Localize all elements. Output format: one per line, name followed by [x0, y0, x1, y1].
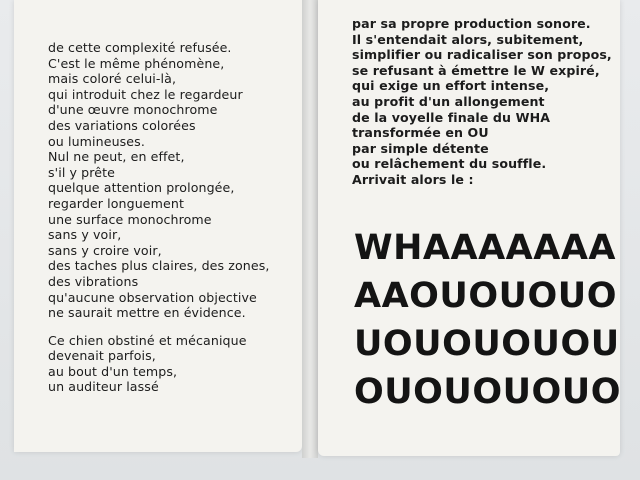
right-page-text: [352, 16, 612, 188]
big-text-line: OUOUOUOUO: [354, 372, 621, 412]
left-page-text: [48, 40, 270, 395]
text-line: au profit d'un allongement: [352, 93, 545, 109]
text-line: sans y voir,: [48, 227, 122, 243]
text-line: par simple détente: [352, 140, 489, 156]
text-line: Ce chien obstiné et mécanique: [48, 332, 247, 348]
text-line: devenait parfois,: [48, 348, 156, 364]
big-text-line: AAOUOUOUO: [354, 276, 617, 316]
text-line: des taches plus claires, des zones,: [48, 258, 270, 274]
text-line: une surface monochrome: [48, 211, 212, 227]
text-line: de la voyelle finale du WHA: [352, 109, 551, 125]
text-line: Arrivait alors le :: [352, 171, 474, 187]
paragraph-gap: [48, 321, 270, 333]
text-line: des variations colorées: [48, 117, 196, 133]
big-text-line: WHAAAAAAA: [354, 228, 617, 268]
text-line: simplifier ou radicaliser son propos,: [352, 47, 612, 63]
text-line: au bout d'un temps,: [48, 363, 178, 379]
text-line: d'une œuvre monochrome: [48, 102, 218, 118]
big-sound-text: [354, 224, 621, 416]
text-line: des vibrations: [48, 273, 139, 289]
text-line: s'il y prête: [48, 164, 116, 180]
text-line: se refusant à émettre le W expiré,: [352, 62, 600, 78]
text-line: de cette complexité refusée.: [48, 40, 232, 55]
text-line: Il s'entendait alors, subitement,: [352, 31, 584, 47]
text-line: sans y croire voir,: [48, 242, 162, 258]
text-line: qui introduit chez le regardeur: [48, 86, 243, 102]
text-line: mais coloré celui-là,: [48, 71, 177, 87]
text-line: qui exige un effort intense,: [352, 78, 550, 94]
text-line: qu'aucune observation objective: [48, 289, 257, 305]
big-text-line: UOUOUOUOU: [354, 324, 620, 364]
text-line: par sa propre production sonore.: [352, 16, 591, 31]
text-line: quelque attention prolongée,: [48, 180, 235, 196]
text-line: C'est le même phénomène,: [48, 55, 225, 71]
text-line: ou lumineuses.: [48, 133, 145, 149]
text-line: un auditeur lassé: [48, 379, 159, 395]
text-line: ou relâchement du souffle.: [352, 156, 547, 172]
text-line: transformée en OU: [352, 125, 489, 141]
text-line: regarder longuement: [48, 195, 184, 211]
book-spine: [302, 0, 318, 458]
text-line: ne saurait mettre en évidence.: [48, 305, 246, 321]
text-line: Nul ne peut, en effet,: [48, 149, 185, 165]
